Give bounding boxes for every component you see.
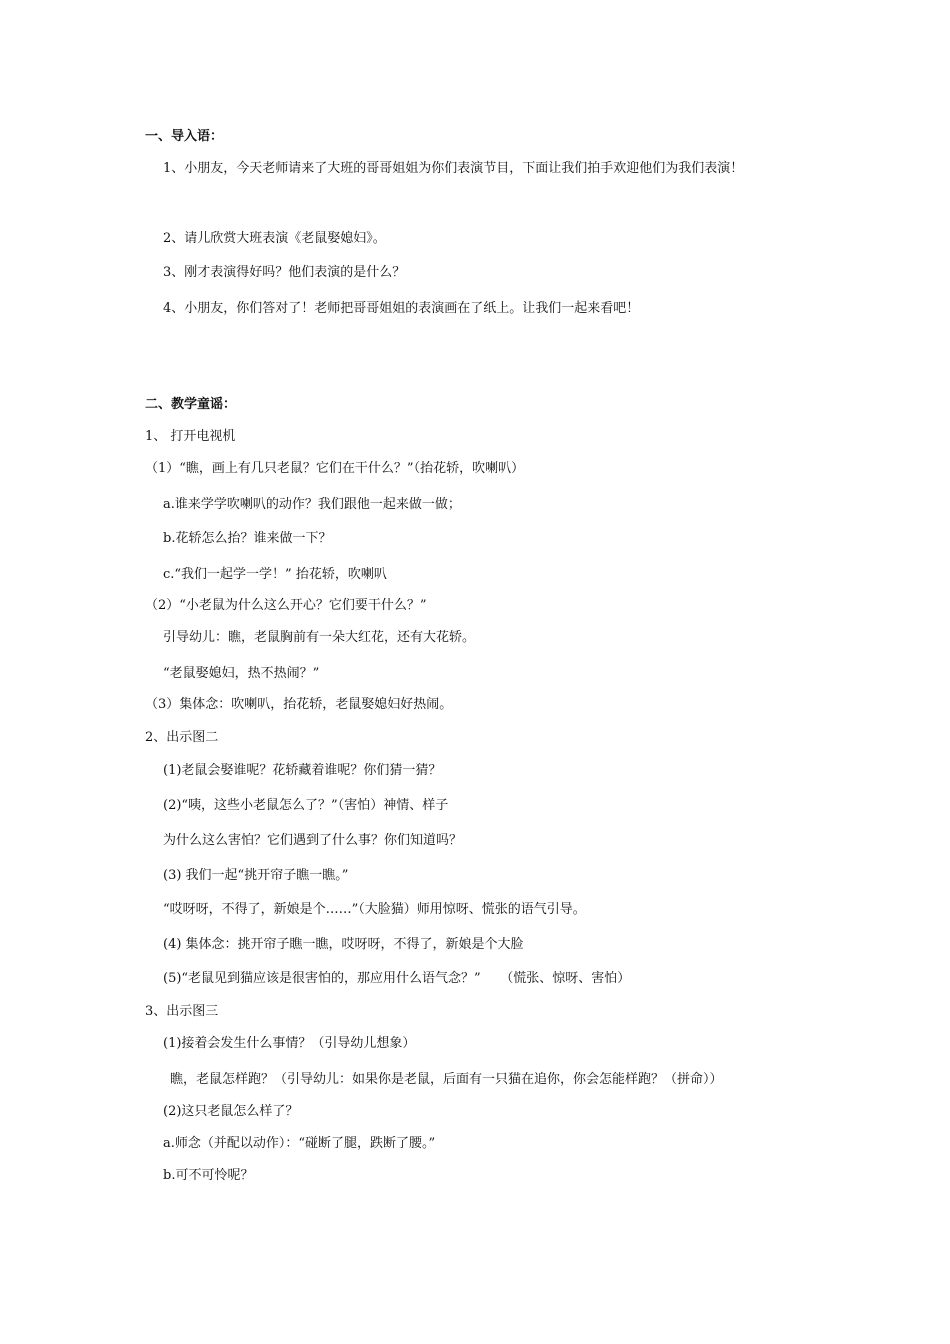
lesson-line: (2)这只老鼠怎么样了？ <box>163 1104 299 1119</box>
lesson-line: “哎呀呀，不得了，新娘是个……”（大脸猫）师用惊呀、慌张的语气引导。 <box>163 902 586 917</box>
intro-item-3: 3、刚才表演得好吗？他们表演的是什么？ <box>163 265 406 280</box>
intro-item-2: 2、请儿欣赏大班表演《老鼠娶媳妇》。 <box>163 231 386 246</box>
lesson-line: （3）集体念：吹喇叭，抬花轿，老鼠娶媳妇好热闹。 <box>145 697 453 712</box>
lesson-line: “老鼠娶媳妇，热不热闹？” <box>163 666 320 681</box>
lesson-line: （1）“瞧，画上有几只老鼠？它们在干什么？”（抬花轿，吹喇叭） <box>145 461 525 476</box>
intro-item-4: 4、小朋友，你们答对了！老师把哥哥姐姐的表演画在了纸上。让我们一起来看吧！ <box>163 301 640 316</box>
lesson-line: 3、出示图三 <box>145 1004 219 1019</box>
lesson-line: (4) 集体念：挑开帘子瞧一瞧，哎呀呀，不得了，新娘是个大脸 <box>163 937 524 952</box>
section-1-heading: 一、导入语： <box>145 129 224 144</box>
lesson-line: (1)老鼠会娶谁呢？花轿藏着谁呢？你们猜一猜？ <box>163 763 442 778</box>
lesson-line: c.“我们一起学一学！” 抬花轿，吹喇叭 <box>163 567 387 582</box>
lesson-line: (3) 我们一起“挑开帘子瞧一瞧。” <box>163 868 349 883</box>
lesson-line: (2)“咦，这些小老鼠怎么了？”（害怕）神情、样子 <box>163 798 449 813</box>
lesson-line: （2）“小老鼠为什么这么开心？它们要干什么？” <box>145 598 427 613</box>
lesson-line: b.可不可怜呢？ <box>163 1168 254 1183</box>
lesson-line: (1)接着会发生什么事情？（引导幼儿想象） <box>163 1036 416 1051</box>
lesson-line: 引导幼儿：瞧，老鼠胸前有一朵大红花，还有大花轿。 <box>163 630 476 645</box>
lesson-line: 为什么这么害怕？它们遇到了什么事？你们知道吗？ <box>163 833 463 848</box>
lesson-line: (5)“老鼠见到猫应该是很害怕的，那应用什么语气念？” （慌张、惊呀、害怕） <box>163 971 631 986</box>
lesson-line: b.花轿怎么抬？谁来做一下？ <box>163 531 332 546</box>
lesson-line: 2、出示图二 <box>145 730 219 745</box>
section-2-heading: 二、教学童谣： <box>145 397 237 412</box>
lesson-line: 1、 打开电视机 <box>145 429 236 444</box>
lesson-line: a.谁来学学吹喇叭的动作？我们跟他一起来做一做； <box>163 497 461 512</box>
intro-item-1: 1、小朋友，今天老师请来了大班的哥哥姐姐为你们表演节目，下面让我们拍手欢迎他们为我们表演！ <box>163 161 744 176</box>
lesson-line: a.师念（并配以动作）：“碰断了腿，跌断了腰。” <box>163 1136 436 1151</box>
lesson-line: 瞧，老鼠怎样跑？（引导幼儿：如果你是老鼠，后面有一只猫在追你，你会怎能样跑？（拼命）） <box>170 1072 723 1087</box>
